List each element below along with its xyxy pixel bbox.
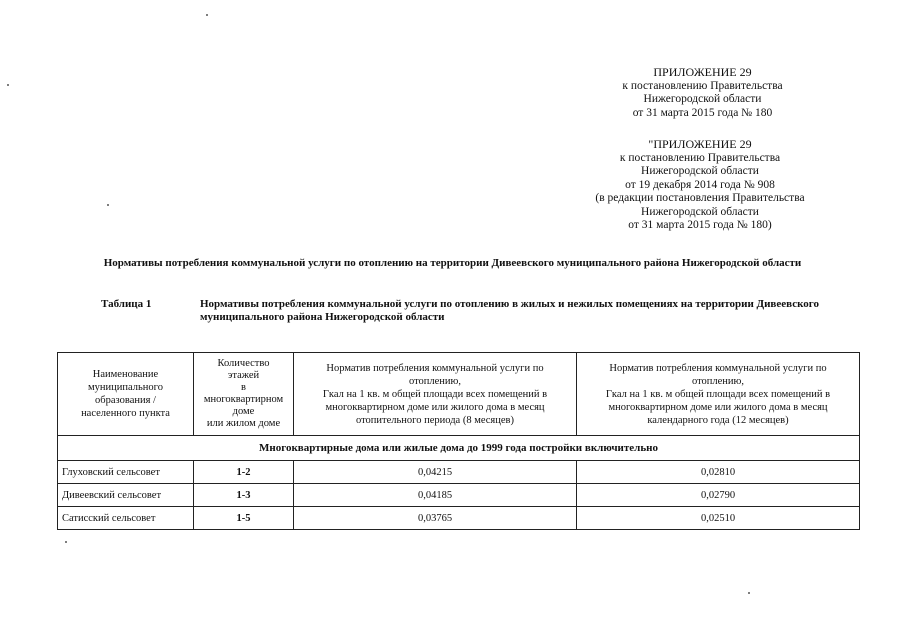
section-title: Многоквартирные дома или жилые дома до 1999 года постройки включительно: [58, 436, 860, 461]
norms-table: [57, 352, 860, 530]
document-title: Нормативы потребления коммунальной услуги по отоплению на территории Дивеевского муниципального района Нижегородской области: [103, 257, 802, 269]
appendix-previous-line: к постановлению Правительства: [619, 151, 781, 164]
table-row: [58, 507, 860, 530]
appendix-previous-line: Нижегородской области: [641, 165, 759, 177]
table-row: [58, 484, 860, 507]
header-line: Наименование: [92, 369, 159, 380]
appendix-previous-line: "ПРИЛОЖЕНИЕ 29: [648, 137, 752, 151]
table-label: Таблица 1: [101, 298, 152, 310]
header-floors: [194, 353, 294, 436]
calendar-year-value: 0,02790: [577, 484, 860, 507]
floors-count: 1-5: [194, 507, 294, 530]
settlement-name: Глуховский сельсовет: [58, 461, 194, 484]
scan-speck: [7, 84, 9, 86]
appendix-current-line: Нижегородской области: [643, 93, 762, 105]
heating-period-value: 0,03765: [294, 507, 577, 530]
table-row: [58, 461, 860, 484]
header-line: календарного года (12 месяцев): [647, 414, 789, 426]
appendix-current-line: ПРИЛОЖЕНИЕ 29: [653, 65, 752, 79]
floors-count: 1-3: [194, 484, 294, 507]
scan-speck: [748, 592, 750, 594]
appendix-previous: [560, 138, 840, 233]
header-line: Гкал на 1 кв. м общей площади всех помещений в: [605, 388, 831, 400]
header-line: муниципального: [88, 382, 163, 393]
header-line: доме: [232, 406, 255, 417]
header-line: Норматив потребления коммунальной услуги по: [326, 362, 544, 374]
heating-period-value: 0,04215: [294, 461, 577, 484]
header-line: отоплению,: [408, 375, 462, 387]
appendix-previous-line: от 31 марта 2015 года № 180): [628, 219, 772, 231]
header-line: образования /: [95, 395, 156, 406]
calendar-year-value: 0,02510: [577, 507, 860, 530]
appendix-current-line: от 31 марта 2015 года № 180: [632, 106, 773, 119]
appendix-previous-line: Нижегородской области: [641, 205, 759, 218]
appendix-current-line: к постановлению Правительства: [622, 79, 783, 92]
header-line: или жилом доме: [206, 418, 281, 429]
settlement-name: Дивеевский сельсовет: [58, 484, 194, 507]
header-calendar-year: [577, 353, 860, 436]
calendar-year-value: 0,02810: [577, 461, 860, 484]
appendix-previous-line: от 19 декабря 2014 года № 908: [625, 178, 775, 191]
section-row: [58, 436, 860, 461]
scan-speck: [65, 541, 67, 543]
header-line: Гкал на 1 кв. м общей площади всех помещений в: [322, 388, 548, 400]
header-line: Норматив потребления коммунальной услуги по: [609, 362, 827, 374]
scan-speck: [107, 204, 109, 206]
header-line: этажей: [227, 370, 260, 381]
header-line: отоплению,: [691, 375, 745, 387]
header-line: многоквартирном доме или жилого дома в месяц: [608, 401, 828, 413]
table-title: Нормативы потребления коммунальной услуги по отоплению в жилых и нежилых помещениях на территории Дивеевского муниципального района Нижегородской области: [200, 298, 820, 323]
appendix-previous-line: (в редакции постановления Правительства: [595, 192, 805, 204]
floors-count: 1-2: [194, 461, 294, 484]
header-line: многоквартирном доме или жилого дома в месяц: [325, 401, 545, 413]
appendix-current: [570, 66, 835, 120]
table-header-row: [58, 353, 860, 436]
header-name: [58, 353, 194, 436]
header-heating-period: [294, 353, 577, 436]
header-line: в: [241, 382, 246, 393]
header-line: отопительного периода (8 месяцев): [355, 414, 514, 426]
header-line: населенного пункта: [81, 408, 170, 419]
settlement-name: Сатисский сельсовет: [58, 507, 194, 530]
header-line: многоквартирном: [203, 394, 284, 405]
scan-speck: [206, 14, 208, 16]
heating-period-value: 0,04185: [294, 484, 577, 507]
header-line: Количество: [217, 358, 270, 369]
